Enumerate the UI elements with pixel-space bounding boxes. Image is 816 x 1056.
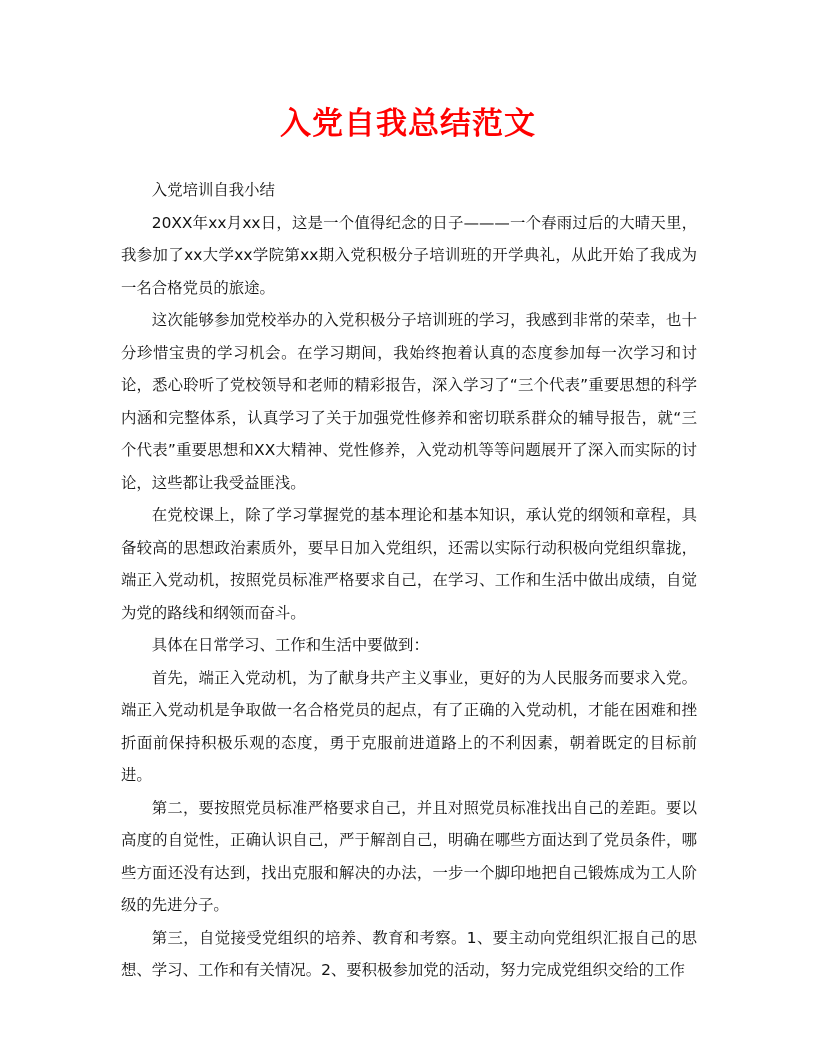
paragraph: 入党培训自我小结 bbox=[151, 181, 275, 199]
document-title: 入党自我总结范文 bbox=[280, 106, 536, 142]
paragraph: 在党校课上，除了学习掌握党的基本理论和基本知识，承认党的纲领和章程，具备较高的思想政治素质外，要早日加入党组织，还需以实际行动积极向党组织靠拢，端正入党动机，按照党员标准严格要求自己，在学习、工作和生活中做出成绩，自觉为党的路线和纲领而奋斗。 bbox=[121, 506, 697, 622]
paragraph: 首先，端正入党动机，为了献身共产主义事业，更好的为人民服务而要求入党。端正入党动机是争取做一名合格党员的起点，有了正确的入党动机，才能在困难和挫折面前保持积极乐观的态度，勇于克服前进道路上的不利因素，朝着既定的目标前进。 bbox=[121, 668, 697, 784]
paragraph: 20XX年xx月xx日，这是一个值得纪念的日子———一个春雨过后的大晴天里，我参加了xx大学xx学院第xx期入党积极分子培训班的开学典礼，从此开始了我成为一名合格党员的旅途。 bbox=[121, 213, 697, 297]
paragraph: 具体在日常学习、工作和生活中要做到： bbox=[151, 636, 429, 654]
paragraph: 这次能够参加党校举办的入党积极分子培训班的学习，我感到非常的荣幸，也十分珍惜宝贵的学习机会。在学习期间，我始终抱着认真的态度参加每一次学习和讨论，悉心聆听了党校领导和老师的精彩报告，深入学习了“三个代表”重要思想的科学内涵和完整体系，认真学习了关于加强党性修养和密切联系群众的辅导报告，就“三个代表”重要思想和XX大精神、党性修养，入党动机等等问题展开了深入而实际的讨论，这些都让我受益匪浅。 bbox=[121, 311, 697, 492]
document-body bbox=[121, 174, 697, 987]
paragraph: 第二，要按照党员标准严格要求自己，并且对照党员标准找出自己的差距。要以高度的自觉性，正确认识自己，严于解剖自己，明确在哪些方面达到了党员条件，哪些方面还没有达到，找出克服和解决的办法，一步一个脚印地把自己锻炼成为工人阶级的先进分子。 bbox=[121, 798, 697, 914]
paragraph: 第三，自觉接受党组织的培养、教育和考察。1、要主动向党组织汇报自己的思想、学习、工作和有关情况。2、要积极参加党的活动，努力完成党组织交给的工作 bbox=[121, 928, 697, 979]
